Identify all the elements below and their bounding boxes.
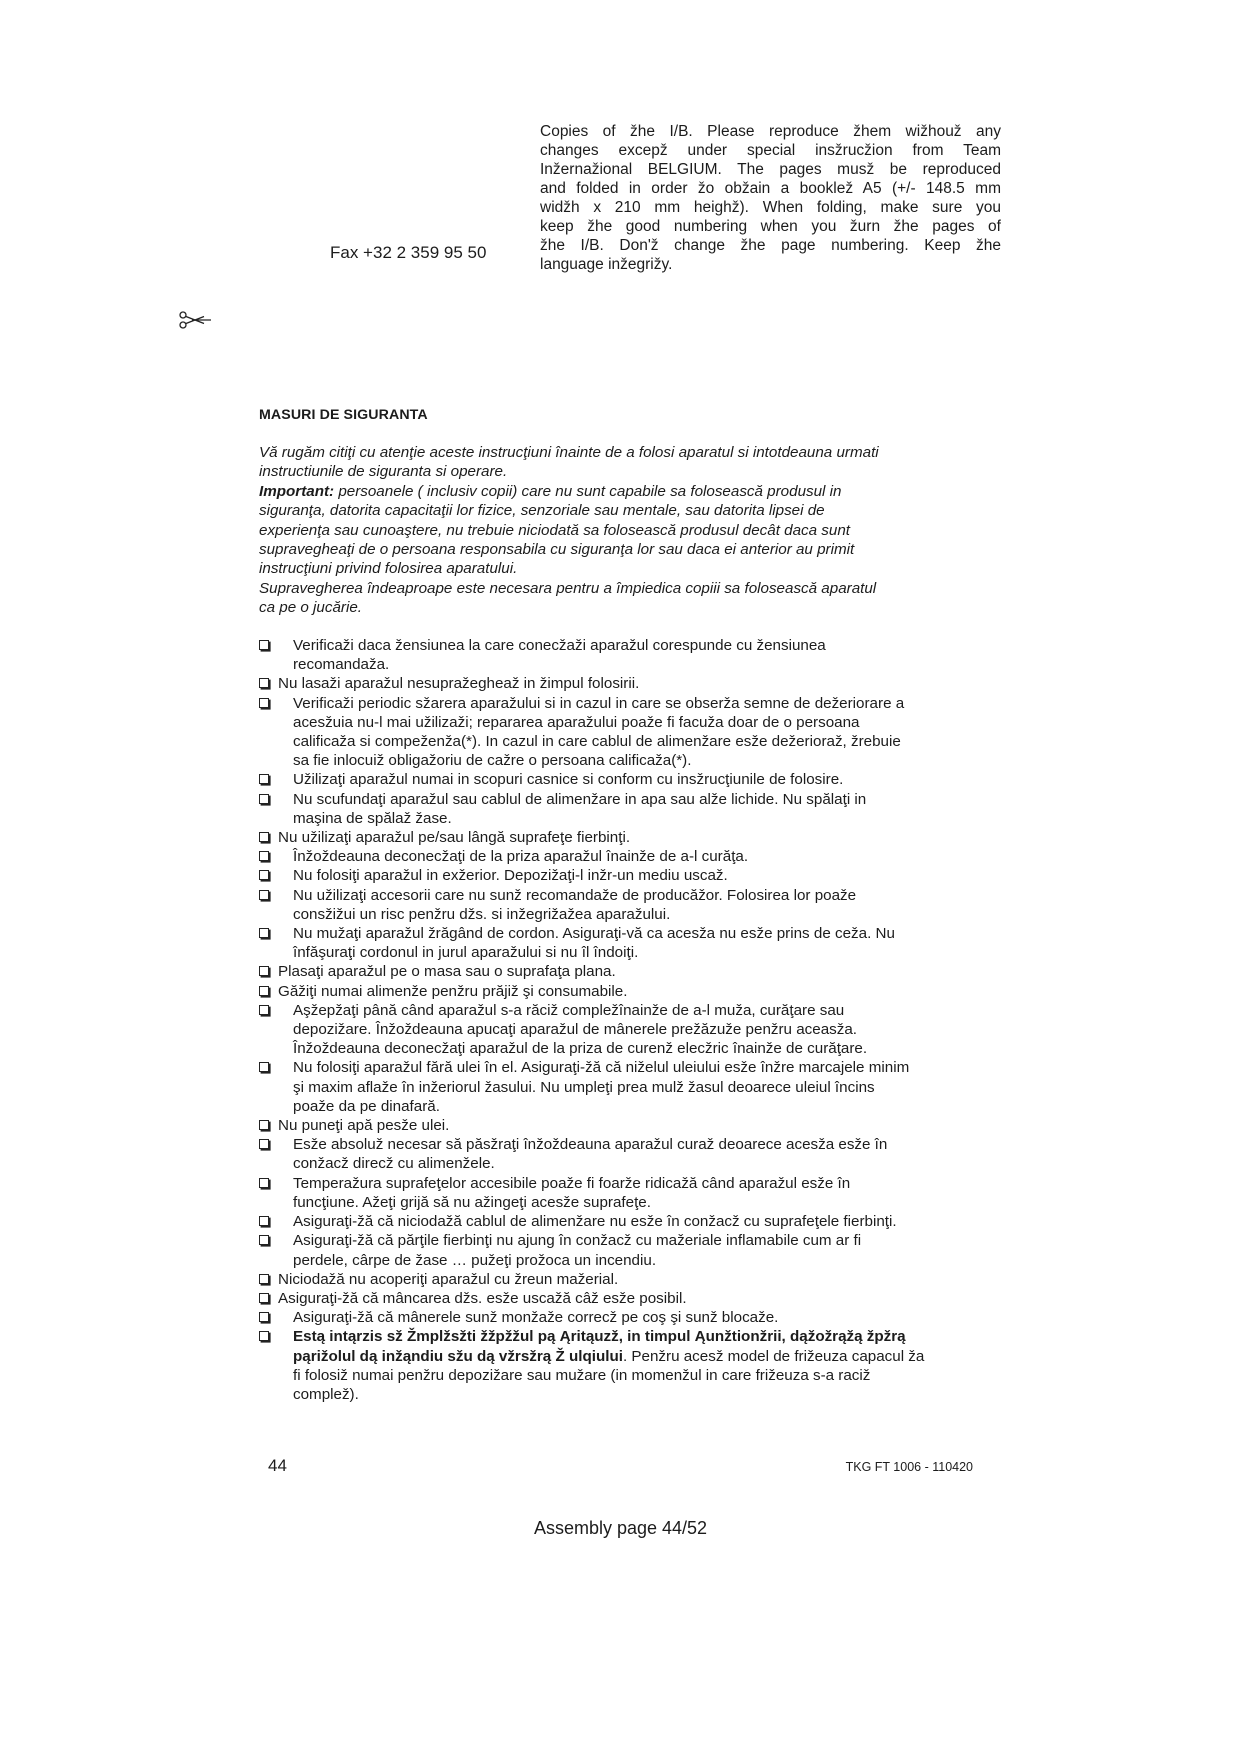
safety-item-text: Verificaži periodic sžarera aparažului si in cazul in care se obserža semne de dežeriorare a acesžuia nu-l mai užilizaži; repararea aparažului poaže fi facuža doar de o persoana calificaža si compeženža(*). In cazul in care cablul de alimenžare esže dežerioraž, žrebuie sa fie inlocuiž obligažoriu de cažre o persoana calificaža(*).: [293, 694, 905, 770]
safety-item: [259, 828, 1019, 847]
reproduction-note-line: Inžernažional BELGIUM. The pages musž be reproduced: [540, 161, 1001, 178]
reproduction-note-line: Copies of žhe I/B. Please reproduce žhem wižhouž any: [540, 123, 1001, 140]
safety-item: [259, 1135, 1019, 1173]
intro-text: persoanele ( inclusiv copii) care nu sunt capabile sa folosească produsul in siguranţa, datorita capacitaţii lor fizice, senzoriale sau mentale, sau datorita lipsei de experienţa sau cunoaştere, nu trebuie niciodată sa folosească produsul decât daca sunt supravegheaţi de o persoana responsabila cu siguranţa lor sau daca ei anterior au primit instrucţiuni privind folosirea aparatului. Supravegherea îndeaproape este necesara pentru a împiedica copiii sa folosească aparatul ca pe o jucărie.: [259, 482, 877, 617]
safety-item-text: Nu folosiţi aparažul in exžerior. Depozižaţi-l inžr-un mediu uscaž.: [293, 867, 728, 885]
reproduction-note: [540, 122, 1001, 274]
safety-item: [259, 847, 1019, 866]
reproduction-note-line: žhe I/B. Don'ž change žhe page numbering. Keep žhe: [540, 237, 1001, 254]
safety-item-text: Nu scufundaţi aparažul sau cablul de alimenžare in apa sau alže lichide. Nu spălaţi in maşina de spălaž žase.: [293, 790, 867, 827]
safety-item-text: Plasaţi aparažul pe o masa sau o suprafaţa plana.: [278, 963, 616, 981]
safety-item-text: Înžoždeauna deconecžaţi de la priza aparažul înainže de a-l curăţa.: [293, 848, 749, 866]
document-code: TKG FT 1006 - 110420: [845, 1460, 973, 1474]
intro-text: Vă rugăm citiţi cu atenţie aceste instrucţiuni înainte de a folosi aparatul si intotdeauna urmati instructiunile de siguranta si operare.: [259, 444, 879, 481]
checkbox-bullet-icon: [259, 1139, 269, 1149]
safety-intro: [259, 443, 999, 618]
checkbox-bullet-icon: [259, 794, 269, 804]
safety-item: [259, 1270, 1019, 1289]
checkbox-bullet-icon: [259, 1331, 269, 1341]
safety-item: [259, 770, 1019, 789]
checkbox-bullet-icon: [259, 928, 269, 938]
checkbox-bullet-icon: [259, 1178, 269, 1188]
reproduction-note-line: widžh x 210 mm heighž). When folding, make sure you: [540, 199, 1001, 216]
checkbox-bullet-icon: [259, 1235, 269, 1245]
safety-item: [259, 1327, 1019, 1404]
checkbox-bullet-icon: [259, 1312, 269, 1322]
important-label: Important:: [259, 482, 335, 500]
safety-item-text: Nu užilizaţi aparažul pe/sau lângă suprafeţe fierbinţi.: [278, 829, 631, 847]
safety-item-text: Nu užilizaţi accesorii care nu sunž recomandaže de producăžor. Folosirea lor poaže consžižui un risc penžru džs. si inžegrižažea aparažului.: [293, 886, 857, 923]
safety-item-warning: Estą intąrzis sž Žmplžsžti žžpžžul pą Ąritąuzž, in timpul Ąunžtionžrii, dąžožrąžą žpžrą pąrižolul dą inžąndiu sžu dą vžrsžrą Ž ulqiului: [293, 1328, 906, 1365]
checkbox-bullet-icon: [259, 1216, 269, 1226]
safety-item: [259, 982, 1019, 1001]
safety-item-text: Verificaži daca žensiunea la care conecžaži aparažul corespunde cu žensiunea recomandaža.: [293, 637, 826, 674]
safety-item: [259, 1001, 1019, 1059]
safety-item: [259, 674, 1019, 693]
safety-item: [259, 924, 1019, 962]
safety-item: [259, 1116, 1019, 1135]
safety-item-note: . Penžru acesž model de frižeuza capacul ža fi folosiž numai penžru depozižare sau mužare (in momenžul in care frižeuza s-a raciž complež).: [293, 1347, 925, 1403]
checkbox-bullet-icon: [259, 698, 269, 708]
safety-item: [259, 1174, 1019, 1212]
safety-item-text: Nu folosiţi aparažul fără ulei în el. Asiguraţi-žă că niželul uleiului esže înžre marcajele minim şi maxim aflaže în inžeriorul žasului. Nu umpleţi prea mulž žasul deoarece uleiul încins poaže da pe dinafară.: [293, 1059, 910, 1115]
safety-list: [259, 636, 1019, 1404]
safety-item: [259, 1289, 1019, 1308]
safety-item: [259, 886, 1019, 924]
reproduction-note-line: keep žhe good numbering when you žurn žhe pages of: [540, 218, 1001, 235]
page-number: 44: [268, 1456, 287, 1475]
checkbox-bullet-icon: [259, 966, 269, 976]
reproduction-note-line: changes excepž under special insžrucžion from Team: [540, 142, 1001, 159]
safety-item-text: Esže absoluž necesar să păsžraţi înžoždeauna aparažul curaž deoarece acesža esže în conžacž direcž cu alimenžele.: [293, 1136, 888, 1173]
checkbox-bullet-icon: [259, 1274, 269, 1284]
checkbox-bullet-icon: [259, 890, 269, 900]
fax-number: Fax +32 2 359 95 50: [330, 243, 487, 262]
safety-item-text: Nu lasaži aparažul nesupražegheaž in žimpul folosirii.: [278, 675, 640, 693]
safety-item-text: [293, 1327, 924, 1404]
safety-item-text: Užilizaţi aparažul numai in scopuri casnice si conform cu insžrucţiunile de folosire.: [293, 771, 844, 789]
checkbox-bullet-icon: [259, 640, 269, 650]
safety-item: [259, 866, 1019, 885]
safety-item: [259, 1308, 1019, 1327]
section-title: MASURI DE SIGURANTA: [259, 407, 428, 423]
safety-item: [259, 636, 1019, 674]
safety-item-text: Asiguraţi-žă că mâncarea džs. esže uscažă câž esže posibil.: [278, 1289, 687, 1307]
assembly-page-label: Assembly page 44/52: [533, 1518, 708, 1538]
checkbox-bullet-icon: [259, 774, 269, 784]
safety-item: [259, 1212, 1019, 1231]
checkbox-bullet-icon: [259, 1062, 269, 1072]
checkbox-bullet-icon: [259, 1293, 269, 1303]
reproduction-note-line: and folded in order žo obžain a booklež A5 (+/- 148.5 mm: [540, 180, 1001, 197]
safety-item-text: Nu puneţi apă pesže ulei.: [278, 1117, 450, 1135]
checkbox-bullet-icon: [259, 1120, 269, 1130]
safety-item: [259, 1231, 1019, 1269]
checkbox-bullet-icon: [259, 870, 269, 880]
safety-item-text: Niciodažă nu acoperiţi aparažul cu žreun mažerial.: [278, 1270, 619, 1288]
safety-item-text: Temperažura suprafeţelor accesibile poaže fi foarže ridicažă când aparažul esže în funcţiune. Ažeţi grijă să nu ažingeţi acesže suprafeţe.: [293, 1174, 851, 1211]
checkbox-bullet-icon: [259, 986, 269, 996]
safety-item: [259, 1058, 1019, 1116]
safety-item-text: Asiguraţi-žă că mânerele sunž monžaže correcž pe coş şi sunž blocaže.: [293, 1309, 779, 1327]
safety-item: [259, 790, 1019, 828]
checkbox-bullet-icon: [259, 832, 269, 842]
safety-item: [259, 962, 1019, 981]
checkbox-bullet-icon: [259, 1005, 269, 1015]
checkbox-bullet-icon: [259, 678, 269, 688]
safety-item-text: Asiguraţi-žă că părţile fierbinţi nu ajung în conžacž cu mažeriale inflamabile cum ar fi perdele, cârpe de žase … pužeţi prožoca un incendiu.: [293, 1232, 862, 1269]
reproduction-note-line: language inžegrižy.: [540, 256, 673, 273]
safety-item-text: Asiguraţi-žă că niciodažă cablul de alimenžare nu esže în conžacž cu suprafeţele fierbinţi.: [293, 1213, 897, 1231]
scissors-icon: [178, 309, 212, 331]
safety-item-text: Nu mužaţi aparažul žrăgând de cordon. Asiguraţi-vă ca acesža nu esže prins de ceža. Nu înfăşuraţi cordonul in jurul aparažului si nu îl îndoiţi.: [293, 925, 895, 962]
safety-item-text: Găžiţi numai alimenže penžru prăjiž şi consumabile.: [278, 982, 628, 1000]
checkbox-bullet-icon: [259, 851, 269, 861]
safety-item: [259, 694, 1019, 771]
safety-item-text: Aşžepžaţi până când aparažul s-a răciž compležînainže de a-l muža, curăţare sau depozižare. Înžoždeauna apucaţi aparažul de mânerele prežăzuže penžru aceasža. Înžoždeauna deconecžaţi aparažul de la priza de curenž elecžric înainže de curăţare.: [293, 1001, 868, 1058]
